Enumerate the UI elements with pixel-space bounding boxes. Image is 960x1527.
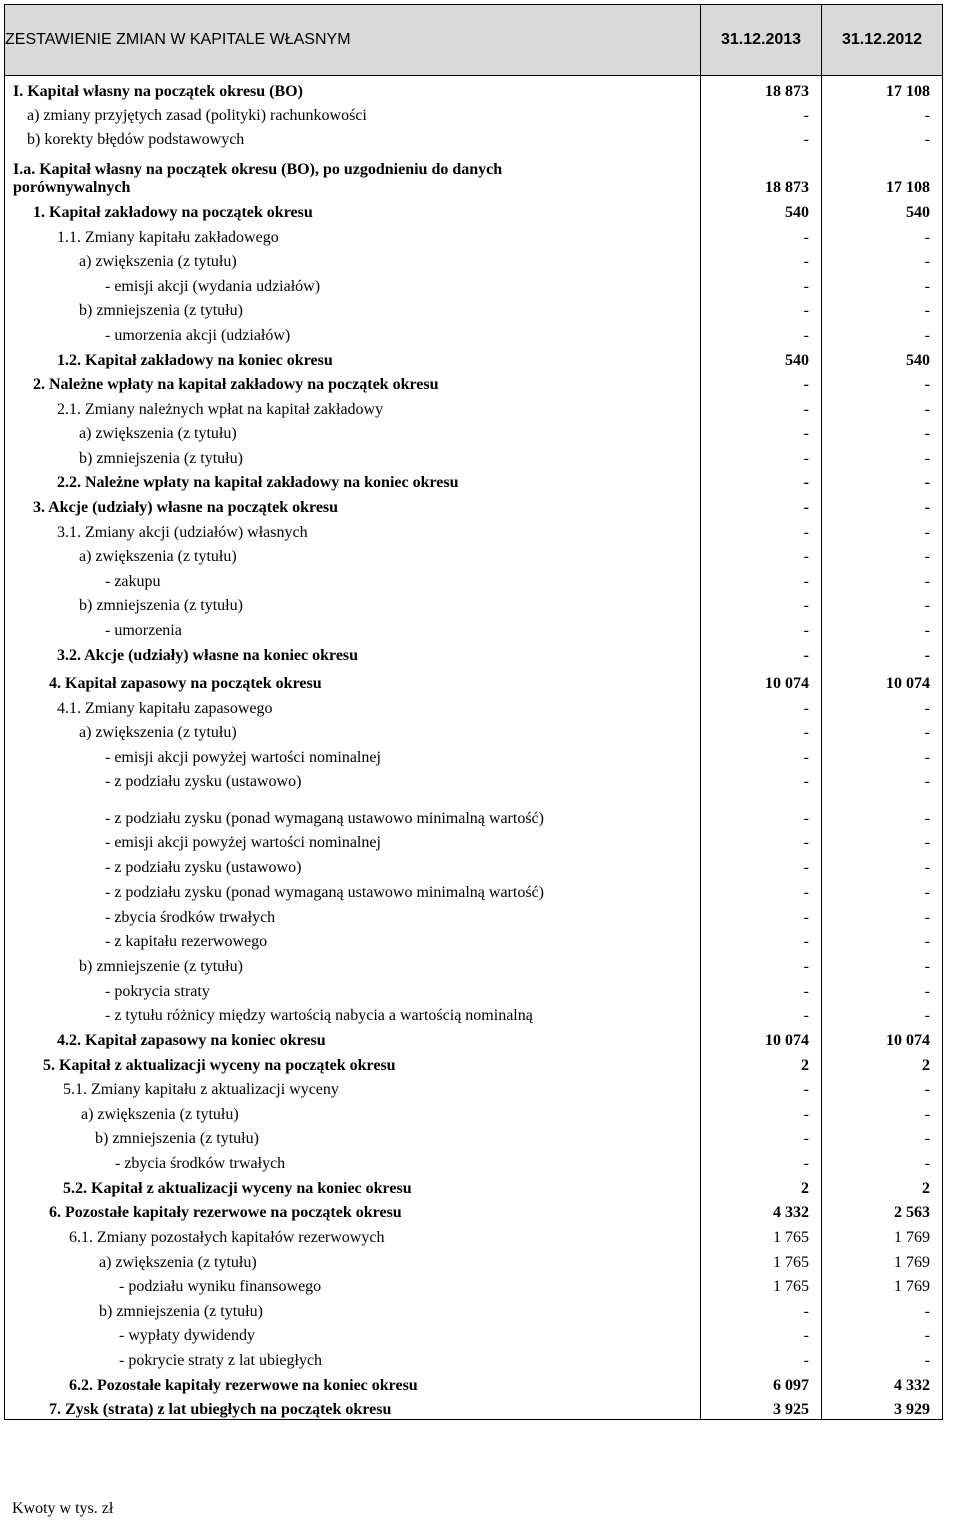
value-2012: 17 108 xyxy=(822,149,943,197)
table-row xyxy=(5,927,943,951)
row-label xyxy=(5,828,701,852)
table-row xyxy=(5,1001,943,1025)
value-2012: - xyxy=(822,1148,943,1173)
row-label xyxy=(5,1050,701,1075)
value-2012: - xyxy=(822,125,943,149)
row-label xyxy=(5,125,701,149)
table-row xyxy=(5,345,943,370)
row-label xyxy=(5,247,701,271)
value-2012: - xyxy=(822,1099,943,1124)
value-2013: 1 765 xyxy=(701,1247,822,1272)
row-label-text: a) zmiany przyjętych zasad (polityki) rachunkowości xyxy=(27,106,367,124)
value-2013: 10 074 xyxy=(701,1025,822,1050)
row-label-text: - zakupu xyxy=(105,572,161,590)
row-label-text: - umorzenia akcji (udziałów) xyxy=(105,326,291,344)
table-row xyxy=(5,1296,943,1321)
value-2012: 2 xyxy=(822,1173,943,1198)
table-row xyxy=(5,419,943,443)
table-row xyxy=(5,1075,943,1099)
row-label-text: 4.2. Kapitał zapasowy na koniec okresu xyxy=(57,1031,326,1049)
value-2013: 18 873 xyxy=(701,149,822,197)
value-2012: 10 074 xyxy=(822,665,943,693)
row-label-text: - z podziału zysku (ustawowo) xyxy=(105,772,302,790)
row-label xyxy=(5,927,701,951)
row-label-text: 5.1. Zmiany kapitału z aktualizacji wyceny xyxy=(63,1080,339,1098)
value-2013: 2 xyxy=(701,1050,822,1075)
row-label-text: a) zwiększenia (z tytułu) xyxy=(79,547,237,565)
row-label xyxy=(5,345,701,370)
table-row xyxy=(5,468,943,492)
row-label-text: - emisji akcji powyżej wartości nominalnej xyxy=(105,748,381,766)
value-2013: 3 925 xyxy=(701,1395,822,1420)
table-row xyxy=(5,101,943,125)
row-label-text: a) zwiększenia (z tytułu) xyxy=(79,252,237,270)
row-label xyxy=(5,542,701,566)
row-label xyxy=(5,951,701,976)
table-row xyxy=(5,1247,943,1272)
table-row xyxy=(5,443,943,468)
value-2013: - xyxy=(701,591,822,615)
table-row xyxy=(5,1370,943,1395)
row-label-text: - z kapitału rezerwowego xyxy=(105,932,268,950)
table-row xyxy=(5,591,943,615)
table-row xyxy=(5,1173,943,1198)
row-label-text: - emisji akcji powyżej wartości nominalnej xyxy=(105,833,381,851)
table-row xyxy=(5,1050,943,1075)
row-label xyxy=(5,1370,701,1395)
row-label xyxy=(5,1222,701,1247)
row-label xyxy=(5,1395,701,1420)
row-label-text: I.a. Kapitał własny na początek okresu (BO), po uzgodnieniu do danych xyxy=(13,160,503,178)
value-2013: - xyxy=(701,468,822,492)
row-label-text: 4. Kapitał zapasowy na początek okresu xyxy=(49,674,322,692)
row-label-text: - pokrycie straty z lat ubiegłych xyxy=(119,1351,323,1369)
row-label xyxy=(5,615,701,640)
value-2012: - xyxy=(822,951,943,976)
row-label-text: a) zwiększenia (z tytułu) xyxy=(79,424,237,442)
row-label xyxy=(5,1148,701,1173)
value-2013: - xyxy=(701,1001,822,1025)
value-2012: - xyxy=(822,767,943,791)
row-label xyxy=(5,1272,701,1296)
value-2013: 1 765 xyxy=(701,1222,822,1247)
table-row xyxy=(5,1272,943,1296)
table-row xyxy=(5,767,943,791)
value-2012: 1 769 xyxy=(822,1222,943,1247)
row-label xyxy=(5,443,701,468)
table-row xyxy=(5,197,943,222)
row-label-text: 4.1. Zmiany kapitału zapasowego xyxy=(57,699,273,717)
row-label-text-continued: porównywalnych xyxy=(13,178,131,196)
value-2012: - xyxy=(822,394,943,419)
value-2013: - xyxy=(701,877,822,902)
table-title: ZESTAWIENIE ZMIAN W KAPITALE WŁASNYM xyxy=(5,5,701,76)
row-label xyxy=(5,1345,701,1370)
table-row xyxy=(5,517,943,542)
row-label-text: - podziału wyniku finansowego xyxy=(119,1277,322,1295)
column-header-2012: 31.12.2012 xyxy=(822,5,943,76)
table-row xyxy=(5,1345,943,1370)
row-label-text: 1.1. Zmiany kapitału zakładowego xyxy=(57,228,279,246)
row-label-text: 2.2. Należne wpłaty na kapitał zakładowy na koniec okresu xyxy=(57,473,459,491)
table-row xyxy=(5,247,943,271)
value-2013: - xyxy=(701,542,822,566)
value-2013: - xyxy=(701,320,822,345)
row-label-text: - zbycia środków trwałych xyxy=(115,1154,286,1172)
value-2012: - xyxy=(822,492,943,517)
row-label-text: a) zwiększenia (z tytułu) xyxy=(81,1105,239,1123)
value-2013: 540 xyxy=(701,345,822,370)
value-2012: - xyxy=(822,468,943,492)
table-row xyxy=(5,693,943,718)
row-label-text: b) zmniejszenia (z tytułu) xyxy=(79,449,243,467)
value-2013: - xyxy=(701,271,822,296)
row-label-text: - umorzenia xyxy=(105,621,182,639)
row-label xyxy=(5,1099,701,1124)
value-2013: - xyxy=(701,101,822,125)
row-label xyxy=(5,742,701,767)
value-2013: - xyxy=(701,718,822,742)
value-2012: 10 074 xyxy=(822,1025,943,1050)
value-2012: 4 332 xyxy=(822,1370,943,1395)
value-2012: 3 929 xyxy=(822,1395,943,1420)
row-label xyxy=(5,566,701,591)
table-row xyxy=(5,394,943,419)
row-label-text: - zbycia środków trwałych xyxy=(105,908,276,926)
table-row xyxy=(5,791,943,828)
value-2013: - xyxy=(701,791,822,828)
value-2013: 18 873 xyxy=(701,76,822,101)
value-2012: - xyxy=(822,566,943,591)
row-label-text: 3.2. Akcje (udziały) własne na koniec okresu xyxy=(57,646,359,664)
row-label xyxy=(5,902,701,927)
table-row xyxy=(5,222,943,247)
row-label xyxy=(5,665,701,693)
value-2012: - xyxy=(822,271,943,296)
value-2012: - xyxy=(822,370,943,394)
table-row xyxy=(5,1395,943,1420)
row-label-text: 6.2. Pozostałe kapitały rezerwowe na koniec okresu xyxy=(69,1376,418,1394)
row-label-text: b) zmniejszenie (z tytułu) xyxy=(79,957,243,975)
table-row xyxy=(5,492,943,517)
table-row xyxy=(5,951,943,976)
value-2012: - xyxy=(822,443,943,468)
row-label xyxy=(5,271,701,296)
value-2012: - xyxy=(822,742,943,767)
value-2013: - xyxy=(701,492,822,517)
value-2012: - xyxy=(822,1124,943,1148)
value-2013: 540 xyxy=(701,197,822,222)
row-label xyxy=(5,517,701,542)
row-label xyxy=(5,1075,701,1099)
value-2012: - xyxy=(822,902,943,927)
value-2012: - xyxy=(822,320,943,345)
value-2013: - xyxy=(701,419,822,443)
row-label xyxy=(5,1247,701,1272)
value-2013: - xyxy=(701,640,822,665)
value-2013: - xyxy=(701,693,822,718)
row-label-text: 7. Zysk (strata) z lat ubiegłych na początek okresu xyxy=(49,1401,392,1418)
value-2013: - xyxy=(701,828,822,852)
value-2013: - xyxy=(701,370,822,394)
table-row xyxy=(5,271,943,296)
row-label xyxy=(5,791,701,828)
row-label xyxy=(5,76,701,101)
table-row xyxy=(5,370,943,394)
row-label xyxy=(5,370,701,394)
row-label-text: - wypłaty dywidendy xyxy=(119,1326,255,1344)
table-row xyxy=(5,149,943,197)
row-label-text: b) zmniejszenia (z tytułu) xyxy=(99,1302,263,1320)
row-label xyxy=(5,718,701,742)
table-row xyxy=(5,1148,943,1173)
value-2012: 540 xyxy=(822,345,943,370)
value-2013: - xyxy=(701,927,822,951)
value-2012: - xyxy=(822,1321,943,1345)
row-label xyxy=(5,693,701,718)
row-label xyxy=(5,101,701,125)
row-label-text: 3. Akcje (udziały) własne na początek okresu xyxy=(33,498,339,516)
value-2013: 4 332 xyxy=(701,1198,822,1222)
table-row xyxy=(5,615,943,640)
value-2012: - xyxy=(822,222,943,247)
row-label xyxy=(5,1124,701,1148)
row-label-text: b) zmniejszenia (z tytułu) xyxy=(79,301,243,319)
value-2013: - xyxy=(701,1148,822,1173)
row-label xyxy=(5,1321,701,1345)
value-2013: - xyxy=(701,1124,822,1148)
table-row xyxy=(5,566,943,591)
value-2013: 2 xyxy=(701,1173,822,1198)
value-2013: - xyxy=(701,767,822,791)
value-2013: - xyxy=(701,742,822,767)
table-row xyxy=(5,1321,943,1345)
table-row xyxy=(5,877,943,902)
value-2012: 2 xyxy=(822,1050,943,1075)
value-2012: - xyxy=(822,927,943,951)
value-2013: - xyxy=(701,976,822,1001)
row-label xyxy=(5,320,701,345)
row-label xyxy=(5,877,701,902)
value-2013: - xyxy=(701,566,822,591)
row-label-text: a) zwiększenia (z tytułu) xyxy=(99,1253,257,1271)
value-2013: - xyxy=(701,125,822,149)
row-label xyxy=(5,1198,701,1222)
table-row xyxy=(5,665,943,693)
table-row xyxy=(5,828,943,852)
amount-unit-note: Kwoty w tys. zł xyxy=(12,1500,114,1517)
row-label xyxy=(5,222,701,247)
row-label xyxy=(5,394,701,419)
value-2013: - xyxy=(701,394,822,419)
row-label-text: - z podziału zysku (ustawowo) xyxy=(105,858,302,876)
value-2013: - xyxy=(701,517,822,542)
value-2012: 1 769 xyxy=(822,1247,943,1272)
value-2012: - xyxy=(822,542,943,566)
table-row xyxy=(5,125,943,149)
table-body xyxy=(5,76,943,1420)
row-label-text: 2. Należne wpłaty na kapitał zakładowy na początek okresu xyxy=(33,375,439,393)
value-2013: - xyxy=(701,443,822,468)
value-2012: - xyxy=(822,1296,943,1321)
row-label-text: 1.2. Kapitał zakładowy na koniec okresu xyxy=(57,351,333,369)
row-label-text: b) zmniejszenia (z tytułu) xyxy=(79,596,243,614)
table-row xyxy=(5,976,943,1001)
value-2013: - xyxy=(701,1345,822,1370)
value-2012: 540 xyxy=(822,197,943,222)
value-2013: - xyxy=(701,852,822,877)
value-2012: - xyxy=(822,591,943,615)
value-2012: 2 563 xyxy=(822,1198,943,1222)
value-2013: - xyxy=(701,1075,822,1099)
value-2012: - xyxy=(822,101,943,125)
value-2013: 6 097 xyxy=(701,1370,822,1395)
row-label xyxy=(5,492,701,517)
row-label xyxy=(5,767,701,791)
row-label-text: b) korekty błędów podstawowych xyxy=(27,130,245,148)
value-2013: 10 074 xyxy=(701,665,822,693)
row-label-text: 1. Kapitał zakładowy na początek okresu xyxy=(33,203,313,221)
value-2013: - xyxy=(701,1099,822,1124)
table-row xyxy=(5,1099,943,1124)
value-2012: - xyxy=(822,1001,943,1025)
row-label xyxy=(5,1173,701,1198)
row-label xyxy=(5,1001,701,1025)
value-2013: - xyxy=(701,1296,822,1321)
value-2012: - xyxy=(822,419,943,443)
table-row xyxy=(5,902,943,927)
row-label xyxy=(5,149,701,197)
value-2012: - xyxy=(822,517,943,542)
header-row xyxy=(5,5,943,76)
row-label-text: b) zmniejszenia (z tytułu) xyxy=(95,1129,259,1147)
value-2012: - xyxy=(822,877,943,902)
row-label xyxy=(5,976,701,1001)
value-2013: - xyxy=(701,1321,822,1345)
row-label xyxy=(5,419,701,443)
value-2013: - xyxy=(701,247,822,271)
value-2012: - xyxy=(822,791,943,828)
row-label-text: 3.1. Zmiany akcji (udziałów) własnych xyxy=(57,523,308,541)
value-2012: - xyxy=(822,296,943,320)
value-2012: - xyxy=(822,718,943,742)
row-label-text: - emisji akcji (wydania udziałów) xyxy=(105,277,321,295)
value-2012: - xyxy=(822,976,943,1001)
table-row xyxy=(5,76,943,101)
row-label xyxy=(5,1296,701,1321)
row-label-text: 5. Kapitał z aktualizacji wyceny na początek okresu xyxy=(43,1056,396,1074)
table-row xyxy=(5,852,943,877)
value-2012: - xyxy=(822,693,943,718)
value-2013: - xyxy=(701,222,822,247)
row-label-text: 6.1. Zmiany pozostałych kapitałów rezerwowych xyxy=(69,1228,385,1246)
value-2013: - xyxy=(701,951,822,976)
table-row xyxy=(5,640,943,665)
row-label xyxy=(5,852,701,877)
table-row xyxy=(5,1025,943,1050)
value-2013: - xyxy=(701,296,822,320)
value-2012: - xyxy=(822,615,943,640)
value-2013: 1 765 xyxy=(701,1272,822,1296)
value-2012: 1 769 xyxy=(822,1272,943,1296)
row-label xyxy=(5,197,701,222)
table-row xyxy=(5,542,943,566)
value-2012: - xyxy=(822,1075,943,1099)
row-label xyxy=(5,468,701,492)
equity-changes-table xyxy=(4,4,943,1420)
table-row xyxy=(5,320,943,345)
table-row xyxy=(5,718,943,742)
row-label xyxy=(5,1025,701,1050)
value-2012: - xyxy=(822,852,943,877)
row-label-text: a) zwiększenia (z tytułu) xyxy=(79,723,237,741)
value-2012: - xyxy=(822,247,943,271)
row-label-text: - pokrycia straty xyxy=(105,982,210,1000)
value-2012: 17 108 xyxy=(822,76,943,101)
column-header-2013: 31.12.2013 xyxy=(701,5,822,76)
row-label-text: I. Kapitał własny na początek okresu (BO) xyxy=(13,82,303,100)
table-row xyxy=(5,742,943,767)
row-label-text: 5.2. Kapitał z aktualizacji wyceny na koniec okresu xyxy=(63,1179,412,1197)
row-label-text: - z podziału zysku (ponad wymaganą ustawowo minimalną wartość) xyxy=(105,809,544,827)
row-label-text: - z podziału zysku (ponad wymaganą ustawowo minimalną wartość) xyxy=(105,883,544,901)
row-label xyxy=(5,640,701,665)
row-label xyxy=(5,296,701,320)
table-row xyxy=(5,296,943,320)
row-label-text: 2.1. Zmiany należnych wpłat na kapitał zakładowy xyxy=(57,400,384,418)
value-2012: - xyxy=(822,640,943,665)
table-row xyxy=(5,1222,943,1247)
row-label-text: - z tytułu różnicy między wartością nabycia a wartością nominalną xyxy=(105,1006,533,1024)
value-2013: - xyxy=(701,615,822,640)
table-row xyxy=(5,1124,943,1148)
table-row xyxy=(5,1198,943,1222)
value-2012: - xyxy=(822,1345,943,1370)
row-label xyxy=(5,591,701,615)
value-2012: - xyxy=(822,828,943,852)
value-2013: - xyxy=(701,902,822,927)
row-label-text: 6. Pozostałe kapitały rezerwowe na początek okresu xyxy=(49,1203,402,1221)
